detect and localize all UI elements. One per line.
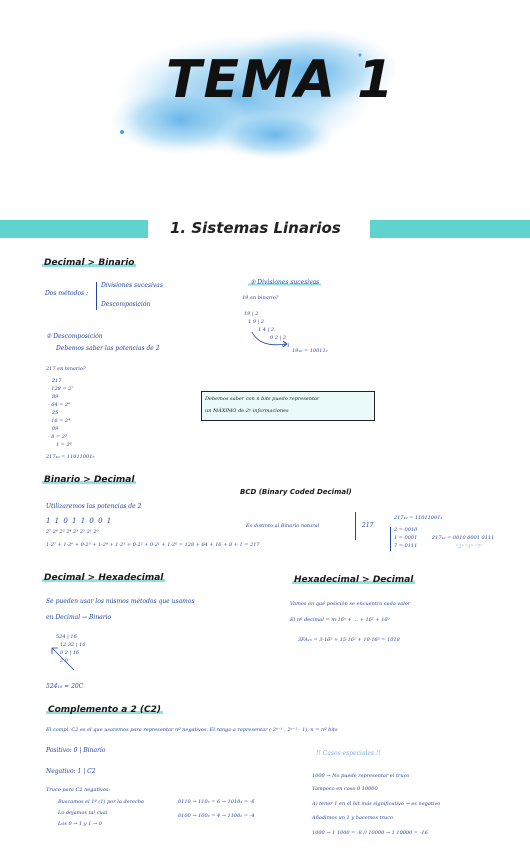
method-2: Descomposición — [101, 301, 151, 308]
decomp-note: Debemos saber las potencias de 2 — [56, 345, 160, 352]
dec-hex-line-2: en Decimal → Binario — [46, 614, 112, 621]
hex-dec-line-1: Vamos en qué posición se encuentra cada valor — [290, 601, 411, 607]
c2-special-line: 1000 → No puede representar el truco — [312, 773, 410, 779]
decomp-row: - 8 = 2³ — [48, 434, 68, 440]
dec-hex-result: 524₁₀ = 20C — [46, 683, 84, 690]
hex-dec-example: 3FA₁₆ = 3·16² + 15·16¹ + 10·16⁰ = 1018 — [298, 637, 400, 643]
dec-hex-row: 0 2 | 16 — [60, 650, 80, 656]
heading-c2: Complemento a 2 (C2) — [48, 705, 162, 715]
banner-bar-left — [0, 220, 148, 238]
dec-hex-line-1: Se pueden usar los mismos métodos que usamos — [46, 598, 195, 605]
note-line-2: un MÁXIMO de 2ⁿ informaciones — [205, 408, 289, 414]
decomp-result: 217₁₀ = 11011001₂ — [46, 454, 95, 460]
div-row: 19 | 2 — [244, 311, 259, 317]
bcd-brace — [355, 512, 356, 540]
div-row: 1 4 | 2 — [258, 327, 274, 333]
decomp-question: 217 en binario? — [46, 366, 86, 372]
bcd-digit: 2 = 0010 — [394, 527, 418, 533]
bcd-labels: "2" "1" "7" — [456, 544, 483, 550]
c2-line-1: El compl. C2 es el que usaremos para representar nº negativos. El rango a representar (-2ⁿ⁻¹ , 2ⁿ⁻¹ - 1), n = nº bits — [46, 727, 338, 733]
decomp-title: ② Descomposición — [46, 333, 103, 340]
div-row: 0 2 | 2 — [270, 335, 286, 341]
bit-powers: 2⁷ 2⁶ 2⁵ 2⁴ 2³ 2² 2¹ 2⁰ — [46, 529, 99, 535]
div-question: 19 en binario? — [242, 295, 279, 301]
div-title: ① Divisiones sucesivas — [250, 279, 320, 286]
dec-hex-row: 12 32 | 16 — [60, 642, 86, 648]
note-line-1: Debemos saber con n bits puedo representar — [205, 396, 320, 402]
div-row: 0 1 — [282, 343, 290, 349]
c2-trucos-title: Truco para C2 negativos: — [46, 787, 111, 793]
dec-hex-row: 524 | 16 — [56, 634, 77, 640]
heading-bcd: BCD (Binary Coded Decimal) — [240, 488, 352, 496]
c2-truco: Buscamos el 1º (1) por la derecha — [58, 799, 144, 805]
decomp-row: - 16 = 2⁴ — [48, 418, 71, 424]
c2-truco: Lo dejamos tal cual — [58, 810, 108, 816]
method-1: Divisiones sucesivas — [101, 282, 163, 289]
c2-special-line: 1000 → 1 1000 = -8 // 10000 → 1 10000 = -16 — [312, 830, 428, 836]
bcd-digit: 7 = 0111 — [394, 543, 418, 549]
decomp-row: 217 — [52, 378, 62, 384]
c2-special-line: Añadimos un 1 y hacemos truco — [312, 815, 394, 821]
page-title: TEMA 1 — [166, 50, 396, 110]
bcd-result: 217₁₀ = 0010 0001 0111 — [432, 535, 495, 541]
div-result: 19₁₀ = 10011₂ — [292, 348, 328, 354]
c2-positivo: Positivo: 0 | Binario — [46, 747, 106, 754]
c2-example-2: 0100 → 100₂ = 4 → 1100₂ = -4 — [178, 813, 255, 819]
div-row: 1 9 | 2 — [248, 319, 264, 325]
c2-special-title: !! Casos especiales !! — [316, 750, 381, 757]
dec-hex-row: 2 0 — [60, 658, 68, 664]
decomp-row: - 128 = 2⁷ — [48, 386, 74, 392]
c2-special-line: Tampoco en caso 0 10000 — [312, 786, 378, 792]
banner-bar-right — [370, 220, 530, 238]
bcd-digit: 1 = 0001 — [394, 535, 418, 541]
c2-negativo: Negativo: 1 | C2 — [46, 768, 96, 775]
methods-brace — [96, 282, 97, 310]
c2-truco: Los 0 → 1 y 1 → 0 — [58, 821, 102, 827]
section-title: 1. Sistemas Linarios — [170, 219, 341, 237]
bcd-digit-brace — [390, 527, 391, 551]
decomp-row: 89 — [52, 394, 59, 400]
c2-special-line: A) tener 1 en el bit más significativo → es negativo — [312, 801, 441, 807]
decomp-row: 25 — [52, 410, 59, 416]
decomp-row: 09 — [52, 426, 59, 432]
heading-bin-dec: Binario > Decimal — [44, 475, 135, 485]
methods-label: Dos métodos : — [45, 290, 89, 297]
bin-dec-line-1: Utilizaremos las potencias de 2 — [46, 503, 142, 510]
c2-example-1: 0110 → 110₂ = 6 → 1010₂ = -6 — [178, 799, 255, 805]
heading-hex-dec: Hexadecimal > Decimal — [294, 575, 414, 585]
heading-dec-hex: Decimal > Hexadecimal — [44, 573, 164, 583]
decomp-row: 1 = 2⁰ — [56, 442, 72, 448]
bits: 1 1 0 1 1 0 0 1 — [46, 517, 113, 525]
bcd-number: 217 — [362, 522, 374, 529]
hex-dec-line-2: El nº decimal = m·16ⁿ + ... + 16¹ + 16⁰ — [290, 617, 390, 623]
arrow-icon — [250, 330, 290, 350]
bcd-line-1: Es distinto al Binario natural — [246, 523, 320, 529]
decomp-row: - 64 = 2⁶ — [48, 402, 71, 408]
bcd-natural: 217₁₀ = 11011001₂ — [394, 515, 443, 521]
heading-dec-bin: Decimal > Binario — [44, 258, 135, 268]
arrow-up-icon — [48, 644, 78, 674]
bin-dec-sum: 1·2⁷ + 1·2⁶ + 0·2⁵ + 1·2⁴ + 1·2³ + 0·2² + 0·2¹ + 1·2⁰ = 128 + 64 + 16 + 8 + 1 = 217 — [46, 542, 260, 548]
